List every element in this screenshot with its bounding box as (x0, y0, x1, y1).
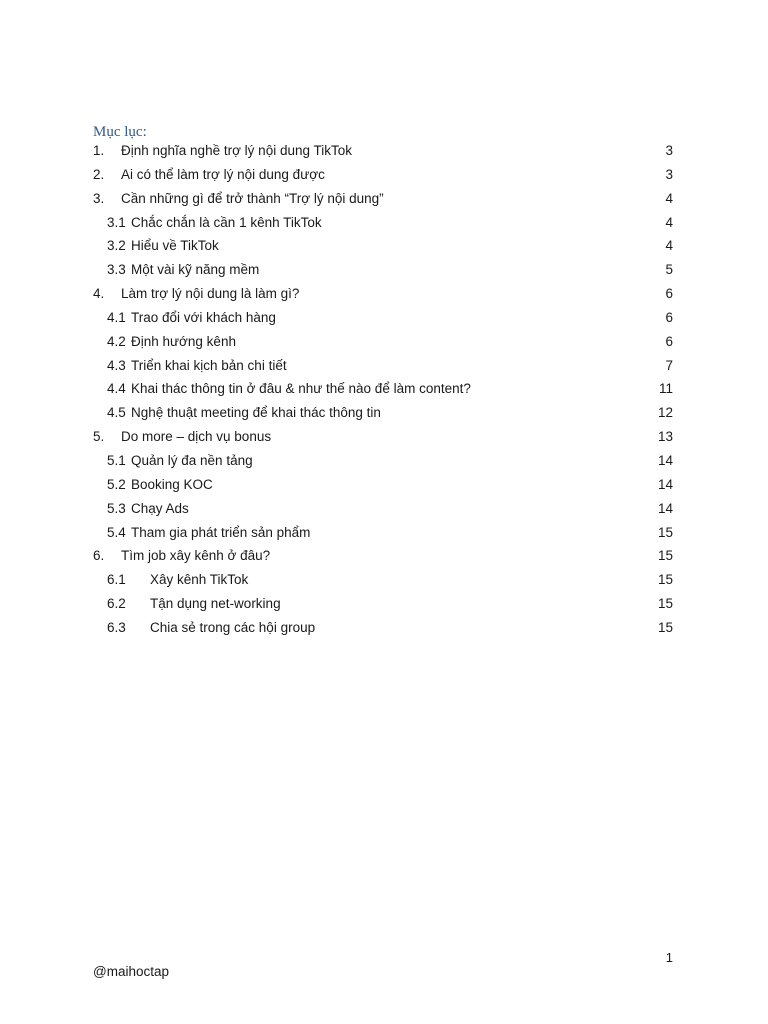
toc-entry-page: 11 (658, 381, 673, 397)
toc-entry-page: 15 (657, 548, 673, 564)
toc-entry[interactable] (0, 544, 768, 568)
toc-entry-page: 5 (665, 262, 673, 278)
toc-entry-title: Ai có thể làm trợ lý nội dung được (121, 166, 325, 182)
toc-entry-title: Trao đổi với khách hàng (131, 309, 276, 325)
toc-entry-title: Chia sẻ trong các hội group (150, 619, 316, 635)
toc-entry-title: Một vài kỹ năng mềm (131, 262, 260, 278)
toc-entry-title: Khai thác thông tin ở đâu & như thế nào để làm content? (131, 381, 471, 397)
toc-entry-title: Nghệ thuật meeting để khai thác thông tin (131, 405, 381, 421)
toc-entry-page: 4 (665, 190, 673, 206)
toc-entry[interactable] (0, 449, 768, 473)
toc-entry-number: 3.2 (107, 238, 126, 254)
page-number: 1 (665, 950, 673, 965)
toc-entry-page: 14 (657, 452, 673, 468)
toc-entry-number: 5.4 (107, 524, 126, 540)
toc-entry[interactable] (0, 377, 768, 401)
toc-entry[interactable] (0, 258, 768, 282)
toc-entry-page: 6 (665, 333, 673, 349)
footer-author: @maihoctap (93, 964, 169, 979)
toc-entry-page: 6 (665, 286, 673, 302)
toc-entry[interactable] (0, 234, 768, 258)
toc-entry[interactable] (0, 425, 768, 449)
toc-entry-title: Định hướng kênh (131, 333, 236, 349)
toc-entry-title: Xây kênh TikTok (150, 572, 249, 588)
toc-entry-number: 4. (93, 286, 105, 302)
toc-entry-title: Quản lý đa nền tảng (131, 452, 253, 468)
toc-entry-page: 12 (657, 405, 673, 421)
toc-entry[interactable] (0, 497, 768, 521)
toc-entry[interactable] (0, 211, 768, 235)
toc-entry-page: 15 (657, 619, 673, 635)
toc-entry-number: 1. (93, 143, 105, 158)
toc-entry-page: 14 (657, 500, 673, 516)
toc-entry[interactable] (0, 568, 768, 592)
toc-entry[interactable] (0, 306, 768, 330)
toc-entry-number: 4.1 (107, 309, 126, 325)
toc-entry-title: Hiểu về TikTok (131, 238, 219, 254)
toc-entry-number: 4.2 (107, 333, 126, 349)
toc-entry-title: Chắc chắn là cần 1 kênh TikTok (131, 214, 322, 230)
toc-entry[interactable] (0, 401, 768, 425)
toc-entry[interactable] (0, 616, 768, 640)
toc-entry-page: 15 (657, 572, 673, 588)
toc-entry-number: 5.2 (107, 476, 126, 492)
toc-entry-title: Booking KOC (131, 476, 213, 492)
toc-entry[interactable] (0, 592, 768, 616)
toc-entry-number: 4.4 (107, 381, 126, 397)
toc-entry-number: 6.3 (107, 619, 126, 635)
toc-entry-page: 4 (665, 238, 673, 254)
toc-entry-title: Triển khai kịch bản chi tiết (131, 357, 287, 373)
toc-entry[interactable] (0, 139, 768, 163)
toc-entry-number: 2. (93, 166, 105, 182)
toc-entry-number: 5.3 (107, 500, 126, 516)
toc-entry-page: 4 (665, 214, 673, 230)
toc-entry-number: 6.1 (107, 572, 126, 588)
toc-title: Mục lục: (93, 124, 147, 140)
toc-entry[interactable] (0, 354, 768, 378)
toc-entry-page: 7 (665, 357, 673, 373)
toc-entry-page: 6 (665, 309, 673, 325)
toc-entry-number: 5.1 (107, 452, 126, 468)
toc-entry[interactable] (0, 330, 768, 354)
toc-entry-page: 14 (657, 476, 673, 492)
toc-entry-title: Định nghĩa nghề trợ lý nội dung TikTok (121, 143, 352, 158)
toc-entry[interactable] (0, 282, 768, 306)
toc-entry-page: 13 (657, 429, 673, 445)
toc-entry-title: Tham gia phát triển sản phẩm (131, 524, 311, 540)
toc-entry-title: Làm trợ lý nội dung là làm gì? (121, 286, 300, 302)
toc-entry[interactable] (0, 163, 768, 187)
toc-entry-number: 4.5 (107, 405, 126, 421)
toc-list (0, 139, 768, 640)
toc-entry-title: Do more – dịch vụ bonus (121, 429, 272, 445)
toc-entry-page: 15 (657, 596, 673, 612)
toc-entry-page: 3 (665, 166, 673, 182)
toc-entry-number: 3. (93, 190, 105, 206)
toc-entry-title: Chạy Ads (131, 500, 189, 516)
toc-entry[interactable] (0, 521, 768, 545)
toc-entry-page: 3 (665, 143, 673, 158)
toc-entry-number: 6.2 (107, 596, 126, 612)
toc-entry-number: 4.3 (107, 357, 126, 373)
toc-entry-title: Tìm job xây kênh ở đâu? (121, 548, 271, 564)
toc-entry-number: 6. (93, 548, 105, 564)
toc-entry-number: 3.1 (107, 214, 126, 230)
toc-entry-title: Tận dụng net-working (150, 596, 281, 612)
toc-entry-number: 5. (93, 429, 105, 445)
toc-entry-number: 3.3 (107, 262, 126, 278)
toc-entry[interactable] (0, 473, 768, 497)
toc-entry-title: Cần những gì để trở thành “Trợ lý nội dung” (121, 190, 384, 206)
toc-entry[interactable] (0, 187, 768, 211)
toc-entry-page: 15 (657, 524, 673, 540)
